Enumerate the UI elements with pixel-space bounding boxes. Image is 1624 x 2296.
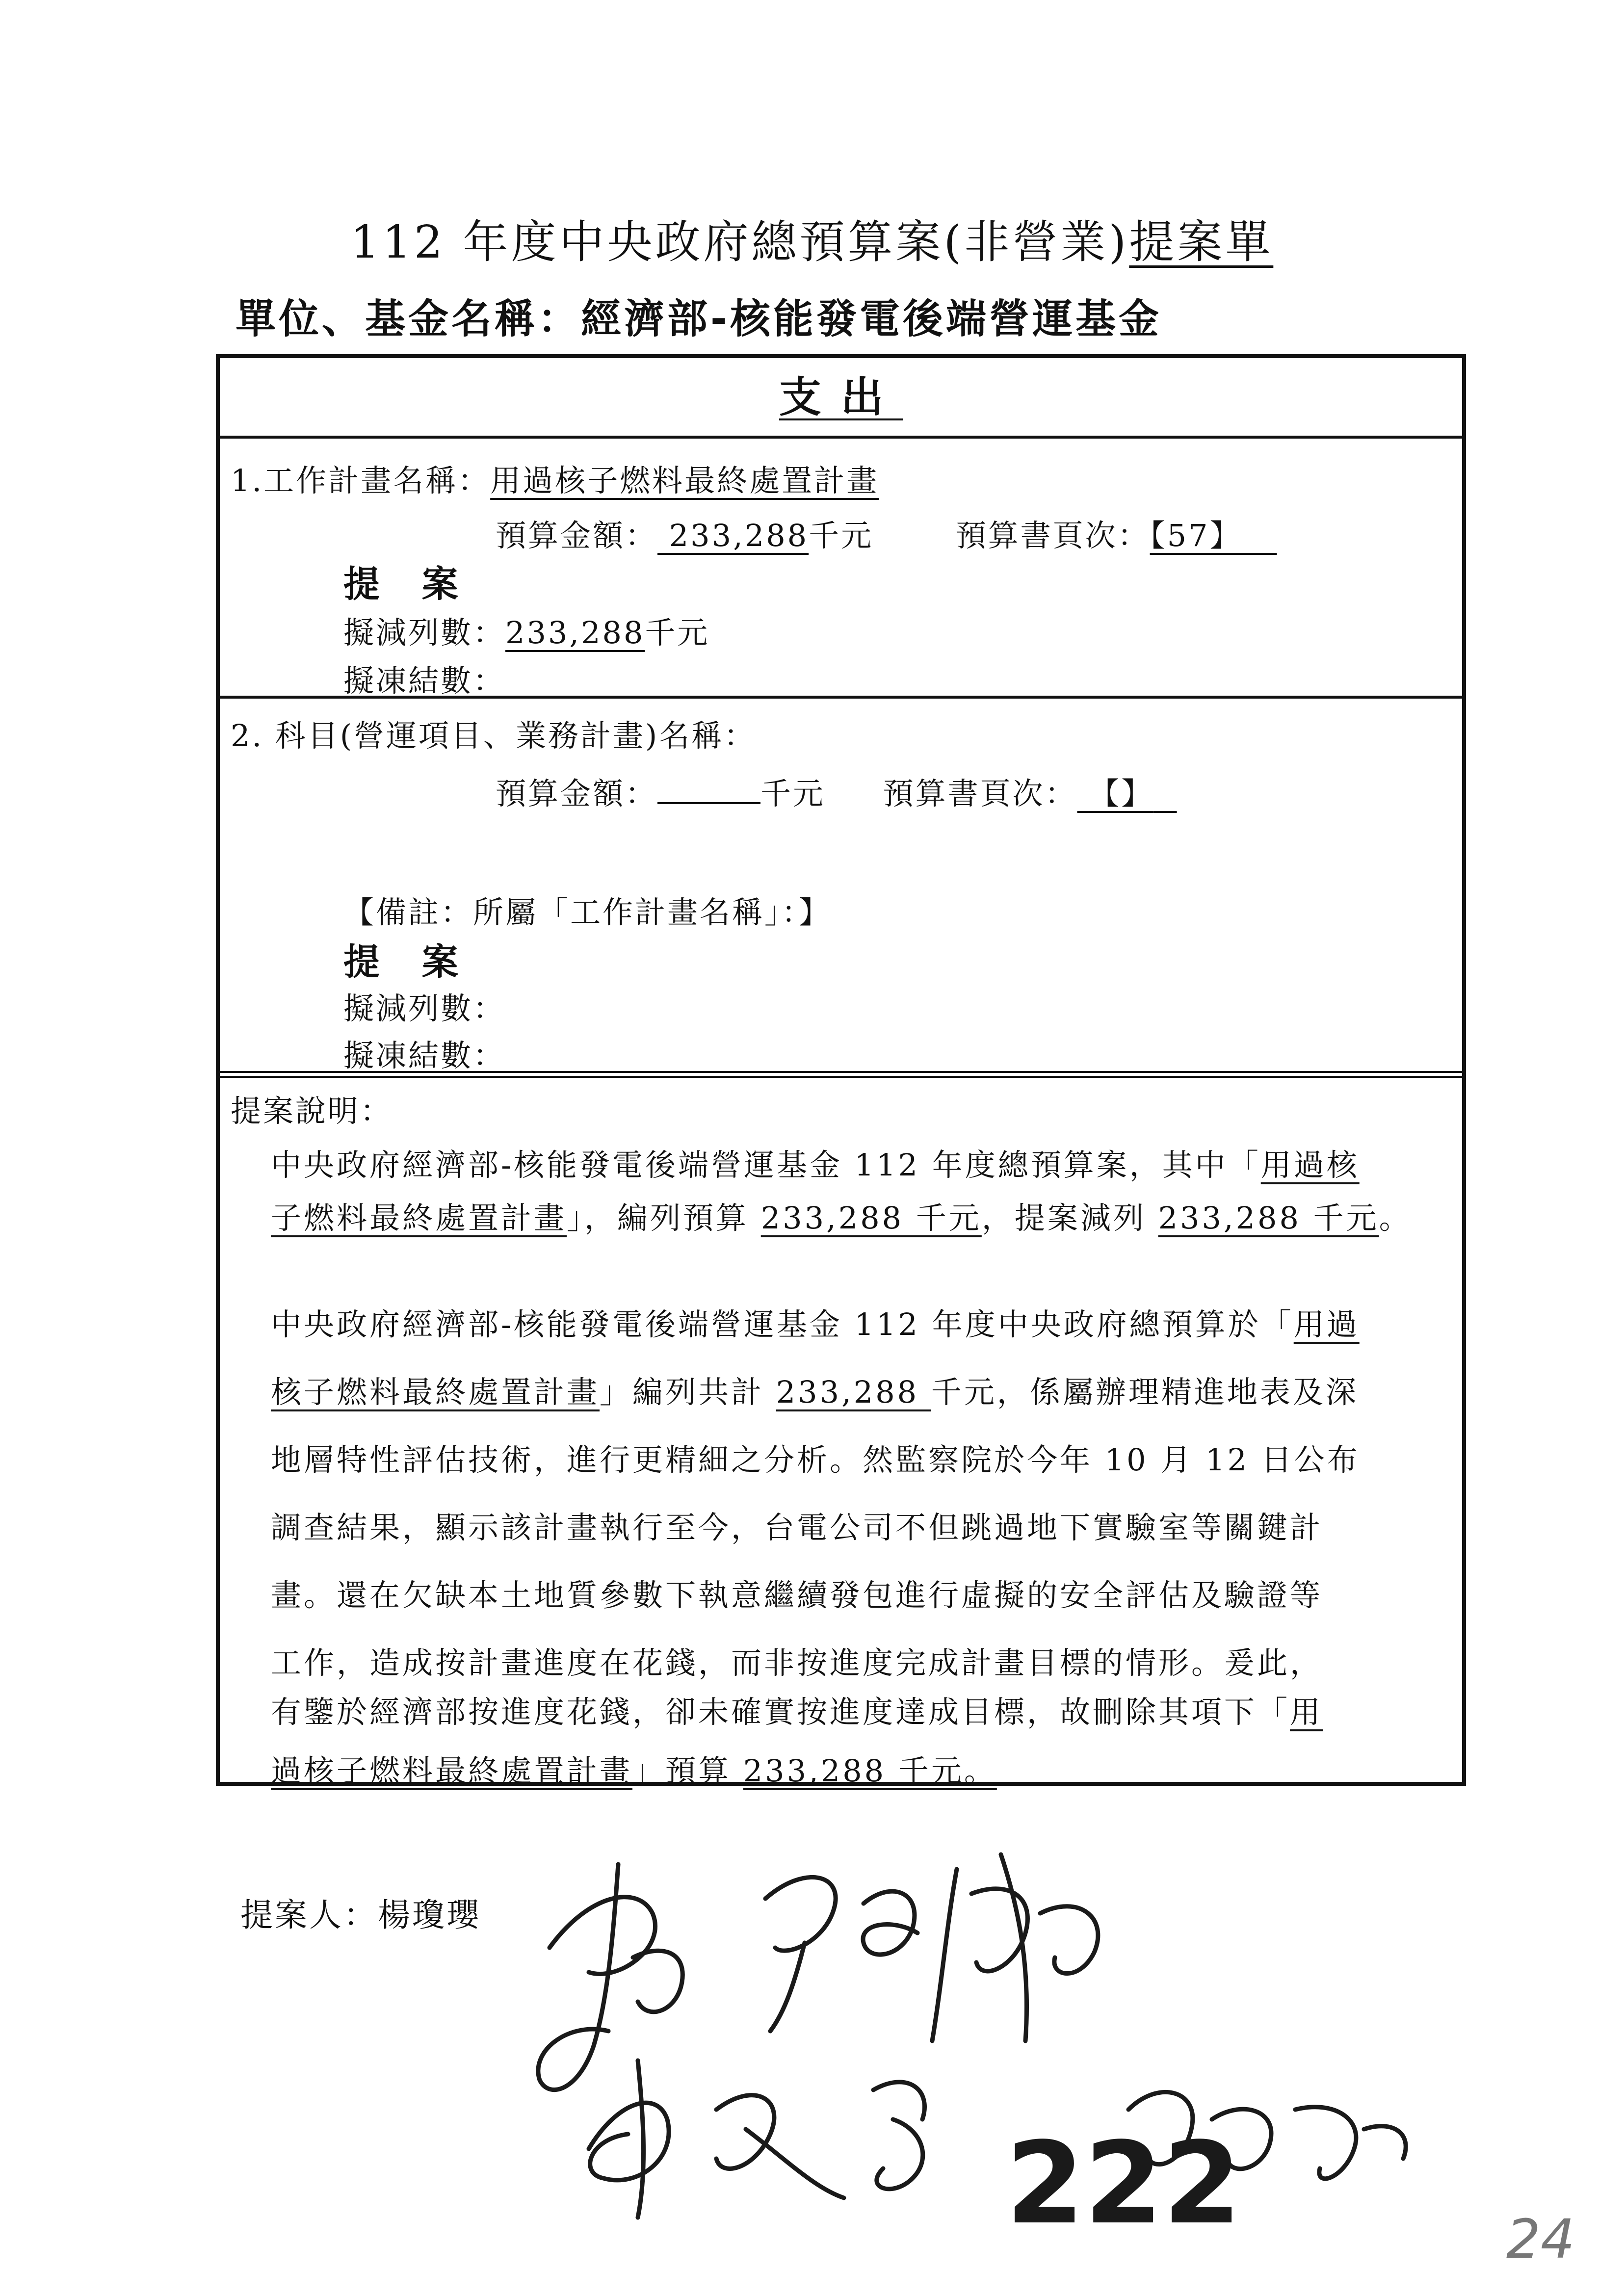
p1-line1: 中央政府經濟部-核能發電後端營運基金 112 年度總預算案，其中「用過核 <box>271 1147 1360 1183</box>
item2-page-value: 【】 <box>1089 776 1154 811</box>
item2-label: 2. 科目(營運項目、業務計畫)名稱： <box>231 718 757 754</box>
item1-budget-unit: 千元 <box>809 518 874 553</box>
p2-line1: 中央政府經濟部-核能發電後端營運基金 112 年度中央政府總預算於「用過 <box>271 1306 1360 1342</box>
p2-line3: 地層特性評估技術，進行更精細之分析。然監察院於今年 10 月 12 日公布 <box>271 1442 1360 1478</box>
explanation-heading: 提案說明： <box>231 1093 393 1129</box>
item1-plan-name: 用過核子燃料最終處置計畫 <box>490 463 879 498</box>
title-main: 112 年度中央政府總預算案(非營業) <box>350 216 1129 268</box>
page-mark: 24 <box>1506 2208 1575 2270</box>
handwritten-number: 222 <box>1006 2118 1242 2237</box>
signature-4 <box>589 2061 924 2218</box>
title-underlined: 提案單 <box>1129 216 1274 268</box>
item1-budget-label: 預算金額： <box>496 518 658 553</box>
handwritten-signatures <box>491 1835 1447 2237</box>
p2-line5: 畫。還在欠缺本土地質參數下執意繼續發包進行虛擬的安全評估及驗證等 <box>271 1577 1323 1613</box>
p2-line8: 過核子燃料最終處置計畫」預算 233,288 千元。 <box>271 1753 997 1789</box>
signature-2 <box>765 1877 917 2031</box>
item1-proposal-heading: 提 案 <box>343 563 473 605</box>
item2-budget-label: 預算金額： <box>496 776 658 811</box>
item2-budget-unit: 千元 <box>760 776 826 811</box>
p2-line7: 有鑒於經濟部按進度花錢，卻未確實按進度達成目標，故刪除其項下「用 <box>271 1694 1323 1730</box>
unit-label: 單位、基金名稱： <box>236 296 581 342</box>
item1-page-value: 【57】 <box>1150 518 1242 553</box>
item1-page-label: 預算書頁次： <box>955 518 1150 553</box>
proposer-label: 提案人： <box>240 1896 378 1934</box>
section-header-text: 支出 <box>779 372 903 422</box>
unit-name: 經濟部-核能發電後端營運基金 <box>581 296 1162 342</box>
item2-budget-row <box>496 769 1177 813</box>
proposer-row <box>240 1889 481 1935</box>
item2-page-label: 預算書頁次： <box>883 776 1077 811</box>
item2-freeze-label: 擬凍結數： <box>343 1038 506 1073</box>
divider-item2-b <box>220 1076 1462 1078</box>
item1-budget-row <box>496 511 1277 555</box>
item2-budget-blank <box>657 775 760 804</box>
proposer-name: 楊瓊瓔 <box>378 1896 481 1934</box>
item2-note: 【備註：所屬「工作計畫名稱」：】 <box>343 894 832 930</box>
item1-label: 1.工作計畫名稱： <box>231 463 491 498</box>
section-header <box>220 363 1462 424</box>
item1-budget-amount: 233,288 <box>669 518 809 553</box>
document-title <box>0 206 1624 271</box>
item1-plan-row <box>231 456 879 500</box>
item2-proposal-heading: 提 案 <box>343 941 473 983</box>
item1-reduce-label: 擬減列數： <box>343 615 506 651</box>
item1-reduce-row <box>343 608 709 652</box>
p2-line6: 工作，造成按計畫進度在花錢，而非按進度完成計畫目標的情形。爰此， <box>271 1645 1323 1681</box>
item1-reduce-amount: 233,288 <box>505 615 645 651</box>
divider-header <box>220 436 1462 439</box>
item2-reduce-label: 擬減列數： <box>343 991 506 1026</box>
item1-reduce-unit: 千元 <box>645 615 710 651</box>
signature-3 <box>932 1854 1098 2041</box>
unit-fund-name <box>236 287 1162 344</box>
signature-1 <box>538 1864 682 2090</box>
p2-line4: 調查結果，顯示該計畫執行至今，台電公司不但跳過地下實驗室等關鍵計 <box>271 1510 1323 1545</box>
p1-line2: 子燃料最終處置計畫」，編列預算 233,288 千元，提案減列 233,288 千元。 <box>271 1200 1412 1236</box>
p2-line2: 核子燃料最終處置計畫」編列共計 233,288 千元，係屬辦理精進地表及深 <box>271 1374 1359 1410</box>
item1-freeze-label: 擬凍結數： <box>343 663 506 699</box>
